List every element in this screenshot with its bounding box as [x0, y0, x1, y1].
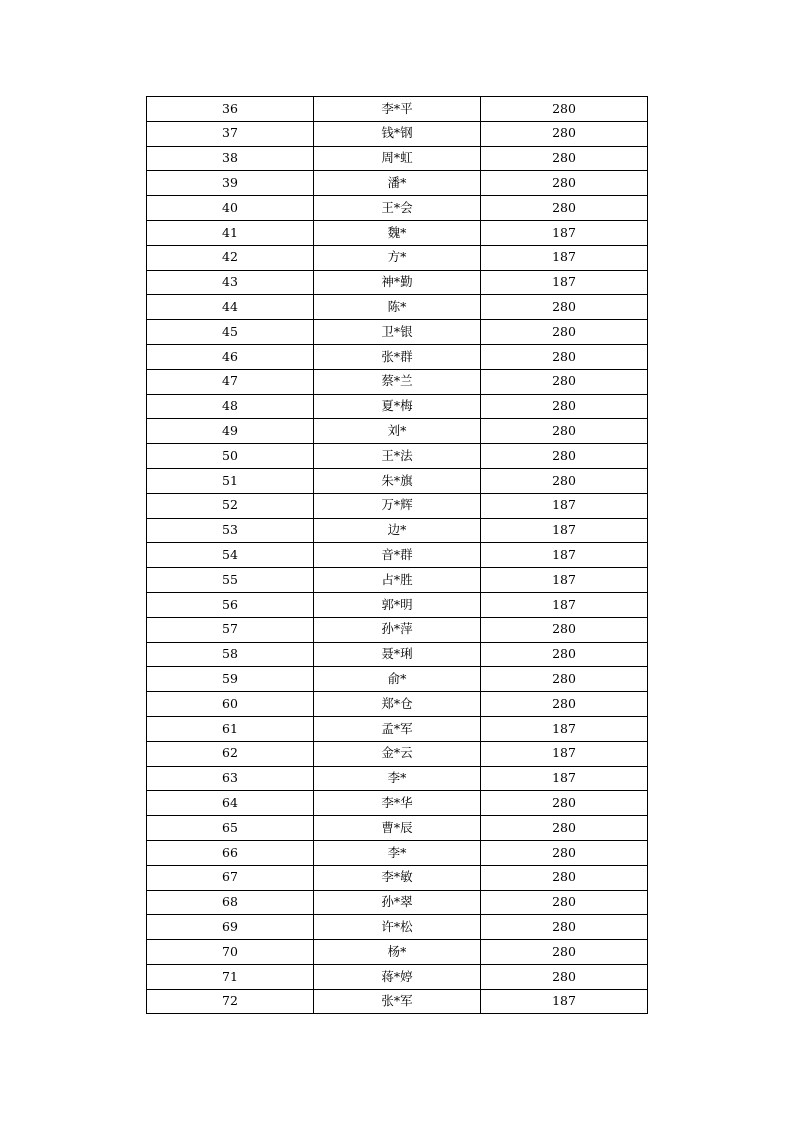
name-cell: 许*松 [314, 915, 481, 940]
table-row [147, 419, 648, 444]
name-cell: 俞* [314, 667, 481, 692]
table-row [147, 568, 648, 593]
amount-cell: 280 [481, 320, 648, 345]
amount-cell: 187 [481, 493, 648, 518]
table-row [147, 320, 648, 345]
row-number-cell: 37 [147, 121, 314, 146]
row-number-cell: 60 [147, 692, 314, 717]
name-cell: 张*军 [314, 989, 481, 1014]
amount-cell: 280 [481, 964, 648, 989]
row-number-cell: 58 [147, 642, 314, 667]
name-cell: 蔡*兰 [314, 369, 481, 394]
amount-cell: 280 [481, 840, 648, 865]
row-number-cell: 61 [147, 716, 314, 741]
row-number-cell: 65 [147, 816, 314, 841]
table-row [147, 816, 648, 841]
name-cell: 万*辉 [314, 493, 481, 518]
table-row [147, 592, 648, 617]
row-number-cell: 49 [147, 419, 314, 444]
table-row [147, 171, 648, 196]
table-row [147, 468, 648, 493]
amount-cell: 280 [481, 791, 648, 816]
name-cell: 孙*翠 [314, 890, 481, 915]
table-row [147, 121, 648, 146]
row-number-cell: 55 [147, 568, 314, 593]
name-cell: 郭*明 [314, 592, 481, 617]
name-cell: 占*胜 [314, 568, 481, 593]
table-row [147, 692, 648, 717]
table-row [147, 444, 648, 469]
row-number-cell: 38 [147, 146, 314, 171]
row-number-cell: 51 [147, 468, 314, 493]
table-row [147, 518, 648, 543]
row-number-cell: 64 [147, 791, 314, 816]
amount-cell: 280 [481, 369, 648, 394]
name-cell: 周*虹 [314, 146, 481, 171]
table-row [147, 865, 648, 890]
amount-cell: 280 [481, 97, 648, 122]
table-row [147, 716, 648, 741]
name-cell: 李*敏 [314, 865, 481, 890]
table-row [147, 295, 648, 320]
table-row [147, 667, 648, 692]
table-row [147, 245, 648, 270]
table-row [147, 220, 648, 245]
amount-cell: 280 [481, 295, 648, 320]
name-cell: 李*平 [314, 97, 481, 122]
table-row [147, 196, 648, 221]
name-cell: 张*群 [314, 344, 481, 369]
amount-cell: 280 [481, 865, 648, 890]
name-cell: 李* [314, 840, 481, 865]
row-number-cell: 54 [147, 543, 314, 568]
table-row [147, 791, 648, 816]
name-cell: 曹*辰 [314, 816, 481, 841]
name-cell: 金*云 [314, 741, 481, 766]
amount-cell: 280 [481, 617, 648, 642]
amount-cell: 187 [481, 766, 648, 791]
amount-cell: 280 [481, 890, 648, 915]
amount-cell: 280 [481, 196, 648, 221]
amount-cell: 280 [481, 146, 648, 171]
amount-cell: 280 [481, 468, 648, 493]
table-row [147, 394, 648, 419]
row-number-cell: 50 [147, 444, 314, 469]
amount-cell: 187 [481, 989, 648, 1014]
name-cell: 聂*琍 [314, 642, 481, 667]
table-row [147, 890, 648, 915]
name-cell: 刘* [314, 419, 481, 444]
table-row [147, 642, 648, 667]
name-cell: 钱*钢 [314, 121, 481, 146]
row-number-cell: 62 [147, 741, 314, 766]
name-cell: 王*会 [314, 196, 481, 221]
amount-cell: 187 [481, 568, 648, 593]
name-cell: 魏* [314, 220, 481, 245]
name-cell: 神*勤 [314, 270, 481, 295]
row-number-cell: 70 [147, 940, 314, 965]
table-row [147, 493, 648, 518]
name-cell: 卫*银 [314, 320, 481, 345]
name-cell: 孟*军 [314, 716, 481, 741]
row-number-cell: 53 [147, 518, 314, 543]
amount-cell: 280 [481, 940, 648, 965]
table-row [147, 766, 648, 791]
table-row [147, 146, 648, 171]
row-number-cell: 72 [147, 989, 314, 1014]
amount-cell: 280 [481, 419, 648, 444]
amount-cell: 280 [481, 344, 648, 369]
row-number-cell: 39 [147, 171, 314, 196]
name-cell: 潘* [314, 171, 481, 196]
amount-cell: 187 [481, 592, 648, 617]
name-cell: 音*群 [314, 543, 481, 568]
table-row [147, 964, 648, 989]
row-number-cell: 46 [147, 344, 314, 369]
name-cell: 陈* [314, 295, 481, 320]
table-row [147, 915, 648, 940]
row-number-cell: 66 [147, 840, 314, 865]
row-number-cell: 52 [147, 493, 314, 518]
amount-cell: 280 [481, 121, 648, 146]
table-row [147, 369, 648, 394]
row-number-cell: 42 [147, 245, 314, 270]
amount-cell: 280 [481, 642, 648, 667]
amount-cell: 187 [481, 741, 648, 766]
row-number-cell: 68 [147, 890, 314, 915]
name-cell: 蒋*婷 [314, 964, 481, 989]
row-number-cell: 47 [147, 369, 314, 394]
name-cell: 朱*旗 [314, 468, 481, 493]
amount-cell: 187 [481, 543, 648, 568]
amount-cell: 187 [481, 220, 648, 245]
name-cell: 方* [314, 245, 481, 270]
name-cell: 边* [314, 518, 481, 543]
name-cell: 李*华 [314, 791, 481, 816]
row-number-cell: 71 [147, 964, 314, 989]
amount-cell: 280 [481, 692, 648, 717]
amount-cell: 280 [481, 171, 648, 196]
name-cell: 郑*仓 [314, 692, 481, 717]
row-number-cell: 45 [147, 320, 314, 345]
amount-cell: 187 [481, 518, 648, 543]
name-cell: 夏*梅 [314, 394, 481, 419]
amount-cell: 280 [481, 444, 648, 469]
table-row [147, 543, 648, 568]
amount-cell: 187 [481, 245, 648, 270]
name-cell: 李* [314, 766, 481, 791]
amount-cell: 280 [481, 915, 648, 940]
name-cell: 杨* [314, 940, 481, 965]
amount-cell: 187 [481, 270, 648, 295]
row-number-cell: 43 [147, 270, 314, 295]
table-row [147, 840, 648, 865]
table-row [147, 344, 648, 369]
table-row [147, 741, 648, 766]
amount-cell: 187 [481, 716, 648, 741]
row-number-cell: 36 [147, 97, 314, 122]
amount-cell: 280 [481, 816, 648, 841]
row-number-cell: 57 [147, 617, 314, 642]
row-number-cell: 67 [147, 865, 314, 890]
table-row [147, 989, 648, 1014]
row-number-cell: 59 [147, 667, 314, 692]
row-number-cell: 56 [147, 592, 314, 617]
row-number-cell: 44 [147, 295, 314, 320]
amount-cell: 280 [481, 667, 648, 692]
roster-table-body [147, 97, 648, 1014]
table-row [147, 617, 648, 642]
table-row [147, 270, 648, 295]
row-number-cell: 41 [147, 220, 314, 245]
table-row [147, 940, 648, 965]
amount-cell: 280 [481, 394, 648, 419]
row-number-cell: 69 [147, 915, 314, 940]
name-cell: 孙*萍 [314, 617, 481, 642]
table-row [147, 97, 648, 122]
name-cell: 王*法 [314, 444, 481, 469]
row-number-cell: 48 [147, 394, 314, 419]
row-number-cell: 63 [147, 766, 314, 791]
row-number-cell: 40 [147, 196, 314, 221]
roster-table [146, 96, 648, 1014]
